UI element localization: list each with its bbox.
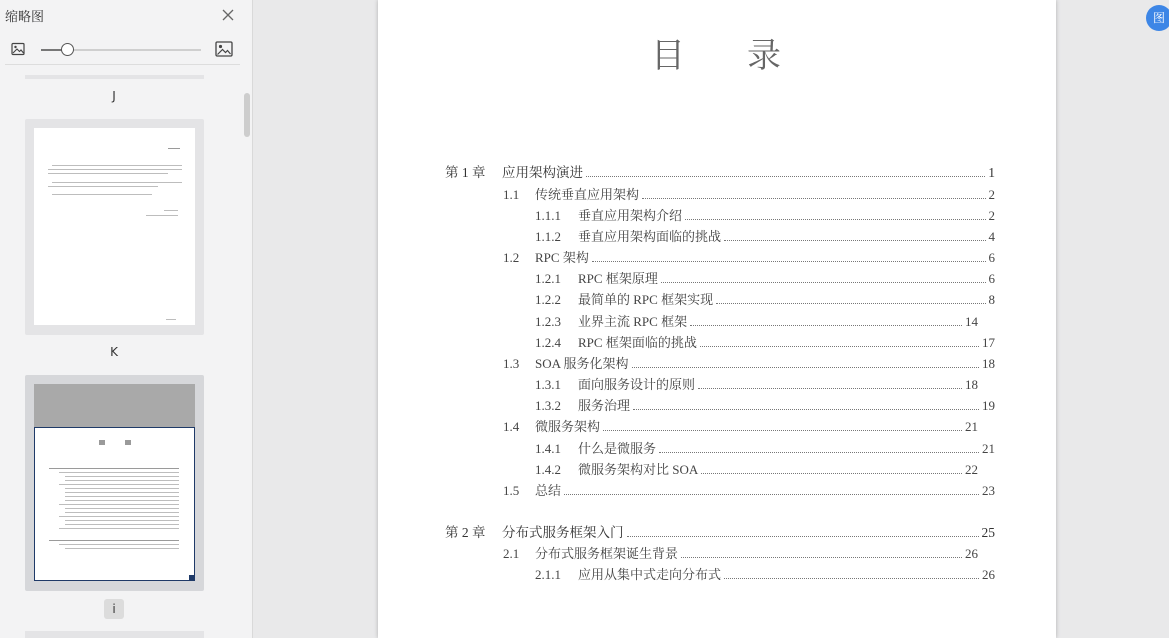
toc-leader-dots: [642, 190, 985, 199]
toc-title: SOA 服务化架构: [535, 356, 629, 371]
toc-page-number: 21: [982, 441, 995, 456]
page-title-left: 目: [651, 36, 687, 76]
toc-page-number: 2: [988, 208, 995, 223]
toc-number: 1.2.1: [535, 271, 561, 286]
toc-number: 1.4.1: [535, 441, 561, 456]
toc-leader-dots: [724, 570, 979, 579]
toc-row[interactable]: [535, 459, 978, 478]
toc-leader-dots: [681, 549, 962, 558]
page-title-right: 录: [747, 36, 783, 76]
toc-number: 第 2 章: [445, 525, 486, 540]
toc-page-number: 26: [965, 546, 978, 561]
toc-leader-dots: [698, 380, 962, 389]
thumbnail-next-edge[interactable]: [25, 631, 204, 638]
toc-leader-dots: [564, 486, 979, 495]
toc-number: 1.2.4: [535, 335, 561, 350]
toc-row[interactable]: [535, 438, 995, 457]
toc-title: 总结: [535, 483, 562, 498]
toc-row[interactable]: [535, 564, 995, 583]
toc-title: 传统垂直应用架构: [535, 187, 640, 202]
toc-title: 分布式服务框架入门: [502, 525, 624, 540]
toc-number: 1.2.2: [535, 292, 561, 307]
sidebar-title: 缩略图: [5, 10, 45, 25]
thumbnail-sidebar: [0, 0, 253, 638]
toc-leader-dots: [592, 253, 986, 262]
thumbnail-page-i-image: [34, 427, 195, 581]
image-small-icon[interactable]: [11, 42, 25, 56]
toc-leader-dots: [627, 528, 979, 537]
page-title: [378, 28, 1056, 77]
sidebar-scrollbar-track[interactable]: [243, 70, 251, 638]
toc-row[interactable]: [535, 374, 978, 393]
sidebar-scrollbar-thumb[interactable]: [244, 93, 250, 137]
toc-page-number: 25: [981, 525, 995, 540]
toc-page-number: 1: [988, 165, 995, 180]
toc-number: 2.1.1: [535, 567, 561, 582]
toc-leader-dots: [586, 168, 985, 177]
toc-row[interactable]: [503, 247, 995, 266]
toc-row[interactable]: [503, 480, 995, 499]
image-large-icon[interactable]: [215, 41, 233, 57]
document-page: [378, 0, 1056, 638]
toc-row[interactable]: [535, 205, 995, 224]
thumbnail-previous-edge[interactable]: [25, 75, 204, 79]
toc-number: 1.1: [503, 187, 520, 202]
toc-number: 1.2: [503, 250, 520, 265]
toc-page-number: 23: [982, 483, 995, 498]
page-label-i: i: [104, 599, 124, 619]
toc-title: RPC 框架原理: [578, 271, 658, 286]
toc-number: 1.5: [503, 483, 520, 498]
toc-page-number: 6: [988, 250, 995, 265]
toc-page-number: 18: [965, 377, 978, 392]
toc-title: 垂直应用架构面临的挑战: [578, 229, 722, 244]
toc-title: 应用架构演进: [502, 165, 583, 180]
toc-title: 业界主流 RPC 框架: [578, 314, 688, 329]
toc-leader-dots: [724, 232, 985, 241]
toc-leader-dots: [633, 401, 979, 410]
toc-title: 分布式服务框架诞生背景: [535, 546, 679, 561]
toc-title: 最简单的 RPC 框架实现: [578, 292, 714, 307]
toc-row[interactable]: [445, 521, 995, 541]
toc-leader-dots: [700, 338, 979, 347]
toc-title: 微服务架构: [535, 419, 601, 434]
toc-row[interactable]: [535, 311, 978, 330]
toc-row[interactable]: [535, 332, 995, 351]
sidebar-divider: [5, 64, 240, 65]
toc-leader-dots: [701, 465, 962, 474]
close-icon[interactable]: [220, 7, 236, 23]
toc-row[interactable]: [535, 226, 995, 245]
toc-number: 1.3: [503, 356, 520, 371]
toc-title: 微服务架构对比 SOA: [578, 462, 699, 477]
toc-title: 垂直应用架构介绍: [578, 208, 683, 223]
toc-row[interactable]: [535, 268, 995, 287]
toc-number: 1.1.1: [535, 208, 561, 223]
toc-title: RPC 架构: [535, 250, 589, 265]
toc-number: 1.1.2: [535, 229, 561, 244]
toc-leader-dots: [685, 211, 985, 220]
toc-leader-dots: [632, 359, 979, 368]
zoom-slider-handle[interactable]: [61, 43, 74, 56]
thumbnail-page-i[interactable]: [25, 375, 204, 591]
toc-leader-dots: [661, 274, 986, 283]
toc-leader-dots: [716, 295, 985, 304]
toc-page-number: 4: [988, 229, 995, 244]
toc-leader-dots: [603, 422, 962, 431]
toc-title: RPC 框架面临的挑战: [578, 335, 697, 350]
toc-page-number: 18: [982, 356, 995, 371]
toc-number: 1.4.2: [535, 462, 561, 477]
translate-icon[interactable]: 图: [1146, 5, 1169, 31]
toc-row[interactable]: [503, 184, 995, 203]
thumbnail-page-k-image: [34, 128, 195, 325]
toc-number: 第 1 章: [445, 165, 486, 180]
toc-page-number: 8: [988, 292, 995, 307]
toc-number: 1.3.2: [535, 398, 561, 413]
toc-row[interactable]: [503, 416, 978, 435]
toc-page-number: 14: [965, 314, 978, 329]
thumbnail-page-k[interactable]: [25, 119, 204, 335]
toc-page-number: 26: [982, 567, 995, 582]
toc-page-number: 22: [965, 462, 978, 477]
toc-title: 服务治理: [578, 398, 631, 413]
toc-page-number: 21: [965, 419, 978, 434]
toc-number: 1.3.1: [535, 377, 561, 392]
toc-row[interactable]: [535, 395, 995, 414]
toc-row[interactable]: [535, 289, 995, 308]
toc-title: 什么是微服务: [578, 441, 657, 456]
toc-page-number: 6: [988, 271, 995, 286]
toc-number: 2.1: [503, 546, 520, 561]
toc-number: 1.2.3: [535, 314, 561, 329]
thumbnail-loading-area: [34, 384, 195, 427]
toc-page-number: 17: [982, 335, 995, 350]
toc-page-number: 19: [982, 398, 995, 413]
toc-row[interactable]: [503, 353, 995, 372]
toc-title: 面向服务设计的原则: [578, 377, 696, 392]
toc-row[interactable]: [503, 543, 978, 562]
toc-number: 1.4: [503, 419, 520, 434]
toc-row[interactable]: [445, 161, 995, 181]
toc-title: 应用从集中式走向分布式: [578, 567, 722, 582]
page-label-j: J: [112, 89, 116, 103]
page-label-k: K: [110, 345, 118, 359]
toc-leader-dots: [659, 444, 979, 453]
toc-page-number: 2: [988, 187, 995, 202]
toc-leader-dots: [690, 317, 962, 326]
